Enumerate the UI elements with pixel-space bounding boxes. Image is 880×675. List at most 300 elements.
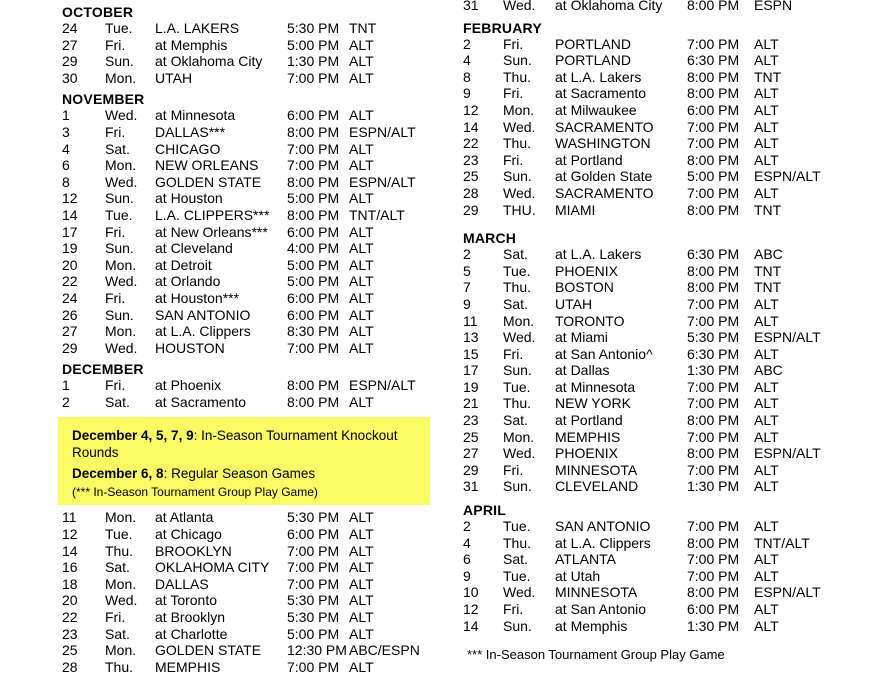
game-row bbox=[463, 601, 880, 618]
game-opponent: at Charlotte bbox=[155, 625, 228, 642]
game-day: 25 bbox=[463, 428, 479, 445]
game-time: 5:30 PM bbox=[287, 509, 340, 526]
game-time: 5:00 PM bbox=[287, 625, 340, 642]
game-row bbox=[62, 526, 442, 543]
game-time: 6:30 PM bbox=[687, 246, 740, 263]
game-time: 7:00 PM bbox=[687, 461, 740, 478]
game-opponent: at Minnesota bbox=[155, 107, 236, 124]
tournament-highlight-note bbox=[58, 417, 430, 505]
month-header: APRIL bbox=[463, 502, 506, 519]
game-network: ESPN/ALT bbox=[754, 329, 821, 346]
game-weekday: Fri. bbox=[503, 85, 524, 102]
game-day: 31 bbox=[463, 0, 479, 13]
game-network: ALT bbox=[349, 69, 374, 86]
game-time: 7:00 PM bbox=[687, 567, 740, 584]
game-weekday: Sun. bbox=[105, 240, 134, 257]
game-opponent: at Minnesota bbox=[555, 378, 636, 395]
game-day: 21 bbox=[463, 395, 479, 412]
game-time: 7:00 PM bbox=[687, 35, 740, 52]
game-day: 20 bbox=[62, 592, 78, 609]
game-weekday: Thu. bbox=[503, 395, 532, 412]
game-weekday: Tue. bbox=[503, 518, 531, 535]
game-time: 8:00 PM bbox=[687, 68, 740, 85]
game-weekday: Mon. bbox=[105, 157, 137, 174]
game-opponent: at L.A. Clippers bbox=[555, 534, 651, 551]
game-row bbox=[62, 559, 442, 576]
game-opponent: at Portland bbox=[555, 151, 623, 168]
game-network: ALT bbox=[349, 190, 374, 207]
game-row bbox=[463, 412, 880, 429]
game-time: 7:00 PM bbox=[287, 157, 340, 174]
game-time: 5:30 PM bbox=[287, 20, 340, 36]
game-row bbox=[463, 551, 880, 568]
game-network: ALT bbox=[349, 559, 374, 576]
game-weekday: Fri. bbox=[503, 461, 524, 478]
game-row bbox=[463, 185, 880, 202]
game-day: 9 bbox=[463, 85, 471, 102]
game-time: 8:00 PM bbox=[287, 173, 340, 190]
game-time: 7:00 PM bbox=[687, 378, 740, 395]
game-network: TNT bbox=[754, 262, 782, 279]
game-time: 6:00 PM bbox=[287, 223, 340, 240]
game-network: ALT bbox=[754, 567, 779, 584]
game-network: ALT bbox=[349, 393, 374, 410]
game-day: 27 bbox=[463, 445, 479, 462]
game-network: ALT bbox=[754, 395, 779, 412]
game-weekday: Sun. bbox=[503, 617, 532, 634]
game-weekday: Wed. bbox=[105, 107, 138, 124]
game-opponent: at Detroit bbox=[155, 256, 212, 273]
game-opponent: CLEVELAND bbox=[555, 478, 639, 495]
game-weekday: Thu. bbox=[105, 542, 134, 559]
month-section-april bbox=[463, 503, 880, 634]
game-opponent: UTAH bbox=[555, 295, 593, 312]
game-row bbox=[62, 207, 442, 224]
game-time: 6:30 PM bbox=[687, 345, 740, 362]
game-row bbox=[463, 346, 880, 363]
game-opponent: SAN ANTONIO bbox=[155, 306, 251, 323]
highlight-note-line bbox=[72, 427, 420, 444]
game-row bbox=[463, 52, 880, 69]
game-opponent: PORTLAND bbox=[555, 52, 631, 69]
game-opponent: at Oklahoma City bbox=[555, 0, 663, 13]
game-network: ALT bbox=[349, 240, 374, 257]
group-play-note: (*** In-Season Tournament Group Play Game) bbox=[72, 485, 318, 500]
game-network: ALT bbox=[754, 118, 779, 135]
game-opponent: BROOKLYN bbox=[155, 542, 232, 559]
game-network: ALT bbox=[754, 617, 779, 634]
game-day: 14 bbox=[62, 206, 78, 223]
game-network: ALT bbox=[349, 140, 374, 157]
game-opponent: MIAMI bbox=[555, 201, 596, 218]
game-network: ALT bbox=[754, 412, 779, 429]
game-day: 6 bbox=[463, 551, 471, 568]
game-day: 27 bbox=[62, 36, 78, 53]
game-day: 2 bbox=[62, 393, 70, 410]
game-row bbox=[463, 263, 880, 280]
game-time: 5:00 PM bbox=[287, 256, 340, 273]
game-weekday: Tue. bbox=[105, 206, 133, 223]
game-day: 17 bbox=[62, 223, 78, 240]
game-weekday: Sun. bbox=[105, 306, 134, 323]
game-time: 7:00 PM bbox=[687, 312, 740, 329]
game-time: 8:00 PM bbox=[687, 262, 740, 279]
game-row bbox=[463, 119, 880, 136]
game-day: 2 bbox=[463, 246, 471, 263]
game-day: 29 bbox=[62, 53, 78, 70]
game-opponent: WASHINGTON bbox=[555, 135, 651, 152]
game-row bbox=[463, 0, 880, 14]
game-row bbox=[62, 576, 442, 593]
game-time: 1:30 PM bbox=[687, 478, 740, 495]
game-opponent: PORTLAND bbox=[555, 35, 631, 52]
game-day: 23 bbox=[463, 151, 479, 168]
game-opponent: GOLDEN STATE bbox=[155, 173, 262, 190]
game-day: 3 bbox=[62, 123, 70, 140]
game-opponent: UTAH bbox=[155, 69, 193, 86]
game-day: 24 bbox=[62, 20, 78, 36]
game-day: 14 bbox=[62, 542, 78, 559]
game-row bbox=[62, 626, 442, 643]
game-time: 8:00 PM bbox=[287, 123, 340, 140]
game-time: 7:00 PM bbox=[687, 135, 740, 152]
game-time: 8:00 PM bbox=[287, 377, 340, 394]
game-row bbox=[62, 257, 442, 274]
game-day: 5 bbox=[463, 262, 471, 279]
game-row bbox=[62, 124, 442, 141]
game-weekday: Wed. bbox=[105, 173, 138, 190]
game-day: 31 bbox=[463, 478, 479, 495]
game-time: 5:00 PM bbox=[287, 273, 340, 290]
game-time: 5:30 PM bbox=[287, 609, 340, 626]
game-opponent: DALLAS*** bbox=[155, 123, 226, 140]
highlight-note-text: : In-Season Tournament Knockout bbox=[193, 428, 398, 444]
game-weekday: Tue. bbox=[503, 262, 531, 279]
game-opponent: MEMPHIS bbox=[555, 428, 621, 445]
game-row bbox=[62, 20, 442, 37]
game-weekday: Sat. bbox=[503, 551, 528, 568]
game-network: ALT bbox=[349, 256, 374, 273]
game-row bbox=[463, 462, 880, 479]
game-opponent: at Houston bbox=[155, 190, 223, 207]
game-opponent: at Sacramento bbox=[555, 85, 647, 102]
game-opponent: at Chicago bbox=[155, 526, 222, 543]
game-row bbox=[62, 592, 442, 609]
game-weekday: Mon. bbox=[105, 575, 137, 592]
game-opponent: SACRAMENTO bbox=[555, 118, 654, 135]
game-network: ALT bbox=[349, 658, 374, 675]
game-time: 5:00 PM bbox=[287, 36, 340, 53]
game-time: 7:00 PM bbox=[287, 575, 340, 592]
game-row bbox=[463, 296, 880, 313]
month-header: OCTOBER bbox=[62, 4, 134, 20]
game-network: ALT bbox=[349, 609, 374, 626]
game-weekday: Thu. bbox=[503, 279, 532, 296]
game-time: 8:00 PM bbox=[687, 445, 740, 462]
game-time: 8:00 PM bbox=[687, 412, 740, 429]
game-weekday: Wed. bbox=[105, 592, 138, 609]
game-weekday: THU. bbox=[503, 201, 536, 218]
month-header: NOVEMBER bbox=[62, 91, 145, 108]
game-weekday: Sat. bbox=[503, 412, 528, 429]
game-row bbox=[463, 362, 880, 379]
game-network: ALT bbox=[754, 428, 779, 445]
game-time: 8:00 PM bbox=[687, 279, 740, 296]
game-network: ALT bbox=[349, 575, 374, 592]
game-weekday: Mon. bbox=[503, 428, 535, 445]
game-weekday: Sat. bbox=[105, 625, 130, 642]
game-row bbox=[463, 445, 880, 462]
game-row bbox=[62, 340, 442, 357]
game-row bbox=[62, 273, 442, 290]
game-time: 7:00 PM bbox=[287, 140, 340, 157]
game-day: 25 bbox=[463, 168, 479, 185]
game-row bbox=[62, 190, 442, 207]
game-time: 5:00 PM bbox=[287, 190, 340, 207]
game-weekday: Sat. bbox=[105, 140, 130, 157]
game-time: 7:00 PM bbox=[687, 184, 740, 201]
game-row bbox=[62, 642, 442, 659]
game-row bbox=[463, 168, 880, 185]
game-time: 6:00 PM bbox=[687, 101, 740, 118]
game-day: 15 bbox=[463, 345, 479, 362]
game-opponent: at Houston*** bbox=[155, 289, 240, 306]
game-row bbox=[62, 323, 442, 340]
game-time: 8:00 PM bbox=[287, 393, 340, 410]
game-opponent: GOLDEN STATE bbox=[155, 642, 262, 659]
game-day: 29 bbox=[463, 461, 479, 478]
game-time: 4:00 PM bbox=[287, 240, 340, 257]
game-opponent: at Memphis bbox=[555, 617, 628, 634]
game-network: ALT bbox=[754, 518, 779, 535]
game-network: ESPN/ALT bbox=[754, 168, 821, 185]
game-opponent: at Brooklyn bbox=[155, 609, 226, 626]
game-weekday: Fri. bbox=[503, 345, 524, 362]
game-day: 11 bbox=[463, 312, 478, 329]
game-network: ALT bbox=[349, 107, 374, 124]
game-network: ALT bbox=[349, 223, 374, 240]
game-time: 6:00 PM bbox=[287, 526, 340, 543]
game-weekday: Wed. bbox=[503, 329, 536, 346]
game-weekday: Mon. bbox=[503, 101, 535, 118]
game-opponent: at Toronto bbox=[155, 592, 218, 609]
game-row bbox=[463, 135, 880, 152]
game-weekday: Tue. bbox=[105, 526, 133, 543]
highlight-note-line bbox=[72, 465, 420, 482]
game-day: 22 bbox=[62, 609, 78, 626]
group-play-footnote: *** In-Season Tournament Group Play Game bbox=[467, 647, 725, 663]
game-day: 12 bbox=[463, 601, 479, 617]
game-time: 7:00 PM bbox=[287, 542, 340, 559]
game-weekday: Tue. bbox=[503, 378, 531, 395]
game-day: 1 bbox=[62, 107, 70, 124]
game-day: 8 bbox=[463, 68, 471, 85]
game-weekday: Wed. bbox=[503, 445, 536, 462]
game-row bbox=[62, 290, 442, 307]
game-day: 14 bbox=[463, 617, 479, 634]
game-opponent: at Utah bbox=[555, 567, 601, 584]
game-network: ALT bbox=[349, 625, 374, 642]
game-day: 2 bbox=[463, 35, 471, 52]
highlight-note-text: : Regular Season Games bbox=[163, 466, 316, 482]
game-row bbox=[463, 584, 880, 601]
game-opponent: L.A. LAKERS bbox=[155, 20, 240, 36]
game-day: 10 bbox=[463, 584, 479, 601]
game-row bbox=[62, 53, 442, 70]
game-network: TNT bbox=[754, 201, 782, 218]
month-section-december bbox=[62, 362, 442, 410]
game-weekday: Mon. bbox=[105, 256, 137, 273]
game-time: 7:00 PM bbox=[287, 559, 340, 576]
month-header: MARCH bbox=[463, 230, 517, 247]
game-weekday: Sun. bbox=[503, 362, 532, 379]
game-network: TNT bbox=[754, 68, 782, 85]
game-opponent: at Sacramento bbox=[155, 393, 247, 410]
game-network: ALT bbox=[349, 323, 374, 340]
game-row bbox=[62, 394, 442, 411]
game-row bbox=[62, 70, 442, 87]
game-day: 12 bbox=[62, 190, 78, 207]
game-network: ESPN/ALT bbox=[754, 584, 821, 601]
game-day: 9 bbox=[463, 295, 471, 312]
game-time: 7:00 PM bbox=[687, 551, 740, 568]
game-opponent: OKLAHOMA CITY bbox=[155, 559, 270, 576]
game-weekday: Fri. bbox=[105, 223, 126, 240]
game-network: TNT/ALT bbox=[349, 206, 405, 223]
game-time: 12:30 PM bbox=[287, 642, 347, 659]
game-weekday: Mon. bbox=[503, 312, 535, 329]
game-weekday: Tue. bbox=[105, 20, 133, 36]
game-time: 1:30 PM bbox=[687, 617, 740, 634]
game-day: 9 bbox=[463, 567, 471, 584]
game-time: 7:00 PM bbox=[687, 518, 740, 535]
highlight-note-line bbox=[72, 444, 420, 461]
game-row bbox=[463, 535, 880, 552]
game-weekday: Fri. bbox=[503, 601, 524, 617]
game-time: 6:00 PM bbox=[287, 107, 340, 124]
game-opponent: at Cleveland bbox=[155, 240, 233, 257]
game-weekday: Mon. bbox=[105, 69, 137, 86]
game-weekday: Sun. bbox=[105, 190, 134, 207]
game-time: 5:30 PM bbox=[287, 592, 340, 609]
game-opponent: SAN ANTONIO bbox=[555, 518, 651, 535]
game-weekday: Wed. bbox=[503, 0, 536, 13]
game-network: ALT bbox=[349, 273, 374, 290]
game-day: 18 bbox=[62, 575, 78, 592]
month-section-march bbox=[463, 231, 880, 495]
highlight-note-text: Rounds bbox=[72, 445, 119, 461]
game-row bbox=[62, 224, 442, 241]
game-day: 12 bbox=[62, 526, 78, 543]
game-weekday: Thu. bbox=[105, 658, 134, 675]
game-row bbox=[463, 313, 880, 330]
game-network: ABC/ESPN bbox=[349, 642, 420, 659]
game-network: ALT bbox=[349, 542, 374, 559]
game-network: ALT bbox=[754, 101, 779, 118]
game-row bbox=[463, 85, 880, 102]
game-weekday: Wed. bbox=[503, 184, 536, 201]
game-network: ALT bbox=[349, 289, 374, 306]
game-opponent: NEW ORLEANS bbox=[155, 157, 259, 174]
game-opponent: HOUSTON bbox=[155, 339, 225, 356]
game-row bbox=[62, 174, 442, 191]
game-weekday: Fri. bbox=[503, 151, 524, 168]
game-opponent: MINNESOTA bbox=[555, 461, 638, 478]
highlight-note-dates: December 6, 8 bbox=[72, 466, 164, 482]
game-network: ESPN/ALT bbox=[349, 377, 416, 394]
game-network: ALT bbox=[754, 85, 779, 102]
game-opponent: SACRAMENTO bbox=[555, 184, 654, 201]
game-row bbox=[463, 395, 880, 412]
game-day: 12 bbox=[463, 101, 479, 118]
game-day: 13 bbox=[463, 329, 479, 346]
game-row bbox=[62, 543, 442, 560]
game-rows-section bbox=[62, 509, 442, 675]
game-network: ALT bbox=[754, 184, 779, 201]
game-time: 8:00 PM bbox=[687, 201, 740, 218]
game-opponent: at L.A. Clippers bbox=[155, 323, 251, 340]
game-time: 8:00 PM bbox=[687, 0, 740, 13]
game-row bbox=[62, 307, 442, 324]
game-opponent: ATLANTA bbox=[555, 551, 616, 568]
game-day: 2 bbox=[463, 518, 471, 535]
game-time: 8:00 PM bbox=[687, 534, 740, 551]
game-network: ESPN/ALT bbox=[349, 123, 416, 140]
month-section-february bbox=[463, 21, 880, 219]
game-day: 17 bbox=[463, 362, 479, 379]
game-day: 27 bbox=[62, 323, 78, 340]
game-opponent: PHOENIX bbox=[555, 445, 619, 462]
game-time: 5:30 PM bbox=[687, 329, 740, 346]
game-row bbox=[463, 102, 880, 119]
game-weekday: Sat. bbox=[503, 246, 528, 263]
game-network: ALT bbox=[349, 339, 374, 356]
game-day: 8 bbox=[62, 173, 70, 190]
game-day: 6 bbox=[62, 157, 70, 174]
game-network: ESPN/ALT bbox=[754, 445, 821, 462]
game-time: 7:00 PM bbox=[687, 118, 740, 135]
game-row bbox=[62, 37, 442, 54]
game-row bbox=[463, 568, 880, 585]
game-network: ALT bbox=[754, 312, 779, 329]
game-network: ALT bbox=[754, 35, 779, 52]
game-day: 26 bbox=[62, 306, 78, 323]
game-time: 7:00 PM bbox=[687, 295, 740, 312]
game-opponent: DALLAS bbox=[155, 575, 209, 592]
game-time: 7:00 PM bbox=[687, 428, 740, 445]
game-weekday: Sun. bbox=[503, 478, 532, 495]
game-network: ALT bbox=[754, 295, 779, 312]
game-time: 6:00 PM bbox=[287, 306, 340, 323]
game-day: 4 bbox=[62, 140, 70, 157]
game-time: 8:30 PM bbox=[287, 323, 340, 340]
game-weekday: Thu. bbox=[503, 534, 532, 551]
game-weekday: Fri. bbox=[105, 123, 126, 140]
game-row bbox=[463, 379, 880, 396]
game-opponent: at Miami bbox=[555, 329, 608, 346]
game-time: 7:00 PM bbox=[687, 395, 740, 412]
game-weekday: Sat. bbox=[105, 393, 130, 410]
game-network: ALT bbox=[754, 135, 779, 152]
game-weekday: Wed. bbox=[105, 273, 138, 290]
game-day: 16 bbox=[62, 559, 78, 576]
game-day: 22 bbox=[463, 135, 479, 152]
game-network: ALT bbox=[754, 151, 779, 168]
game-row bbox=[62, 377, 442, 394]
game-row bbox=[62, 107, 442, 124]
game-weekday: Mon. bbox=[105, 509, 137, 526]
game-time: 8:00 PM bbox=[687, 85, 740, 102]
